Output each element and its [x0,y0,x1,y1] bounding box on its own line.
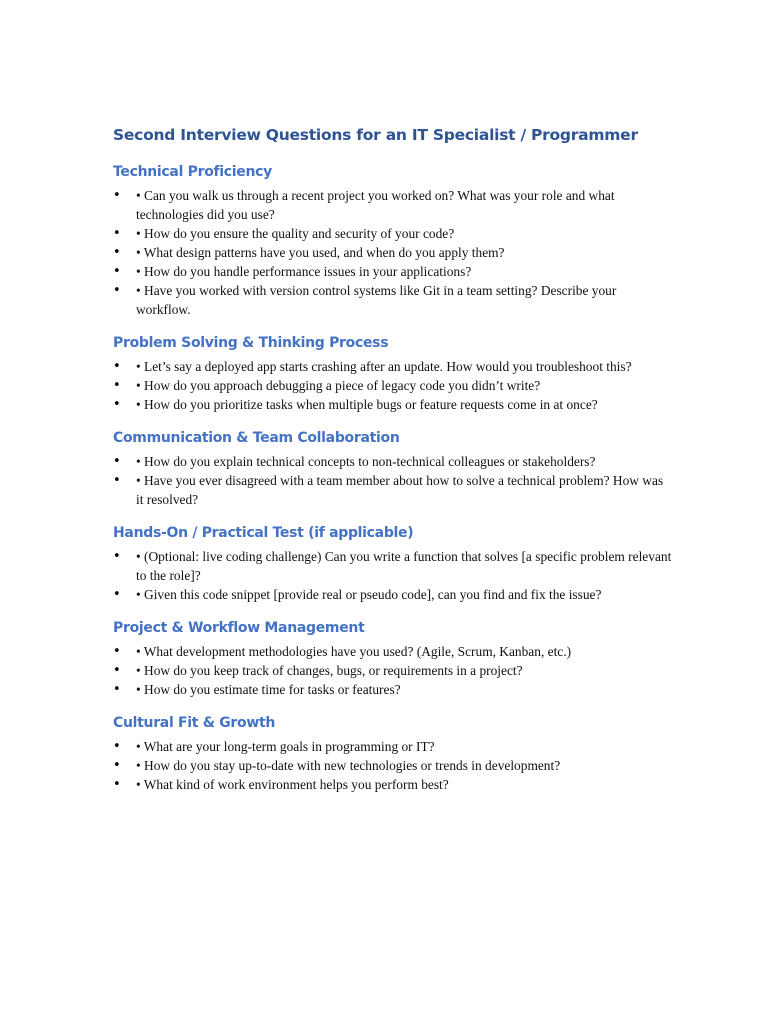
bullet-icon: • [113,245,121,260]
list-item-text: • What are your long-term goals in programming or IT? [136,739,435,754]
bullet-list [113,452,673,509]
list-item [113,262,673,281]
section-heading: Cultural Fit & Growth [113,715,276,731]
list-item [113,775,673,794]
bullet-icon: • [113,663,121,678]
list-item [113,680,673,699]
section-heading: Problem Solving & Thinking Process [113,335,389,351]
bullet-icon: • [113,549,121,564]
section [113,618,673,699]
section [113,333,673,414]
list-item [113,395,673,414]
bullet-icon: • [113,226,121,241]
list-item-text: • How do you approach debugging a piece of legacy code you didn’t write? [136,378,541,393]
bullet-icon: • [113,587,121,602]
bullet-list [113,547,673,604]
section [113,523,673,604]
document-title: Second Interview Questions for an IT Specialist / Programmer [113,126,638,144]
list-item-text: • How do you explain technical concepts to non-technical colleagues or stakeholders? [136,454,596,469]
list-item-text: • How do you handle performance issues in your applications? [136,264,472,279]
bullet-icon: • [113,682,121,697]
bullet-list [113,737,673,794]
list-item [113,452,673,471]
sections-container [113,162,673,794]
bullet-list [113,186,673,319]
bullet-icon: • [113,777,121,792]
list-item [113,186,673,224]
list-item-text: • What development methodologies have you used? (Agile, Scrum, Kanban, etc.) [136,644,572,659]
bullet-list [113,642,673,699]
list-item-text: • Can you walk us through a recent project you worked on? What was your role and what technologies did you use? [136,188,615,222]
bullet-icon: • [113,644,121,659]
section-heading: Communication & Team Collaboration [113,430,400,446]
bullet-icon: • [113,758,121,773]
list-item [113,661,673,680]
list-item [113,357,673,376]
bullet-icon: • [113,378,121,393]
list-item [113,756,673,775]
bullet-icon: • [113,739,121,754]
document-content [113,124,673,808]
bullet-icon: • [113,473,121,488]
list-item-text: • How do you ensure the quality and security of your code? [136,226,455,241]
bullet-icon: • [113,397,121,412]
list-item [113,585,673,604]
section-heading: Technical Proficiency [113,164,272,180]
list-item-text: • Let’s say a deployed app starts crashing after an update. How would you troubleshoot this? [136,359,632,374]
section [113,162,673,319]
list-item-text: • (Optional: live coding challenge) Can you write a function that solves [a specific problem relevant to the role]? [136,549,672,583]
list-item-text: • How do you estimate time for tasks or features? [136,682,401,697]
bullet-list [113,357,673,414]
list-item-text: • Have you ever disagreed with a team member about how to solve a technical problem? How was it resolved? [136,473,664,507]
list-item [113,243,673,262]
bullet-icon: • [113,264,121,279]
list-item [113,471,673,509]
list-item [113,224,673,243]
bullet-icon: • [113,454,121,469]
bullet-icon: • [113,283,121,298]
section [113,713,673,794]
bullet-icon: • [113,188,121,203]
list-item-text: • How do you prioritize tasks when multiple bugs or feature requests come in at once? [136,397,598,412]
list-item-text: • How do you stay up-to-date with new technologies or trends in development? [136,758,561,773]
list-item [113,281,673,319]
section-heading: Hands-On / Practical Test (if applicable) [113,525,414,541]
section [113,428,673,509]
list-item-text: • What design patterns have you used, and when do you apply them? [136,245,505,260]
section-heading: Project & Workflow Management [113,620,365,636]
list-item-text: • How do you keep track of changes, bugs, or requirements in a project? [136,663,523,678]
list-item-text: • Given this code snippet [provide real or pseudo code], can you find and fix the issue? [136,587,602,602]
list-item [113,642,673,661]
list-item-text: • Have you worked with version control systems like Git in a team setting? Describe your workflow. [136,283,617,317]
bullet-icon: • [113,359,121,374]
list-item [113,547,673,585]
list-item [113,737,673,756]
list-item [113,376,673,395]
list-item-text: • What kind of work environment helps you perform best? [136,777,449,792]
